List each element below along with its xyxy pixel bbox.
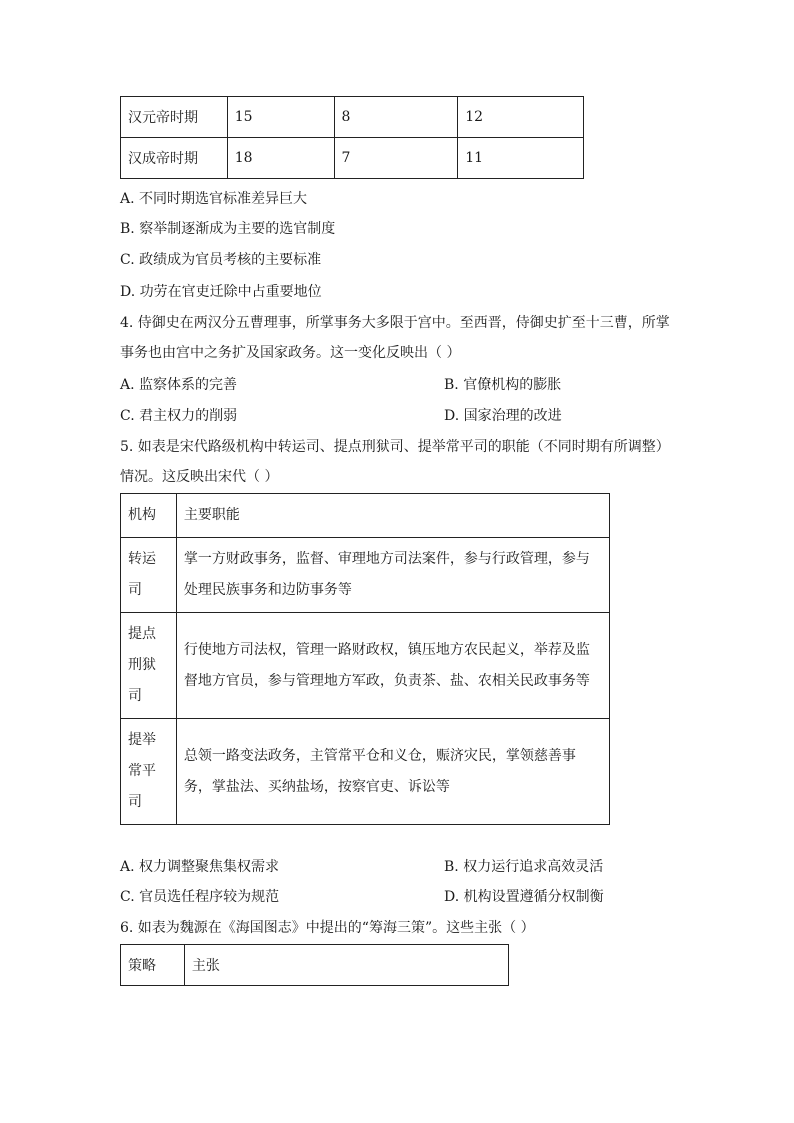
cell-line: 处理民族事务和边防事务等 — [183, 582, 352, 598]
cell-line: 行使地方司法权，管理一路财政权，镇压地方农民起义，举荐及监 — [183, 641, 590, 658]
header-cell: 策略 — [121, 945, 185, 986]
cell-line: 司 — [128, 582, 142, 598]
q4-stem-line2: 事务也由宫中之务扩及国家政务。这一变化反映出（ ） — [120, 345, 461, 361]
header-cell: 主张 — [184, 945, 508, 986]
q4-stem-line1: 4. 侍御史在两汉分五曹理事，所掌事务大多限于宫中。至西晋，侍御史扩至十三曹，所掌 — [120, 315, 670, 331]
table-row — [121, 97, 584, 138]
q5-option-b: B. 权力运行追求高效灵活 — [444, 859, 604, 875]
q4-option-d: D. 国家治理的改进 — [444, 408, 562, 424]
table-cell: 11 — [458, 138, 584, 179]
cell-line: 督地方官员，参与管理地方军政，负责茶、盐、农相关民政事务等 — [183, 672, 590, 689]
header-cell: 主要职能 — [176, 494, 609, 538]
table-cell: 12 — [458, 97, 584, 138]
q4-option-c: C. 君主权力的削弱 — [120, 408, 238, 424]
table-row — [121, 613, 610, 719]
table-cell: 汉元帝时期 — [121, 97, 228, 138]
table-cell — [121, 719, 177, 825]
cell-line: 司 — [128, 688, 142, 704]
table-header-row — [121, 494, 610, 538]
q3-option-d: D. 功劳在官吏迁除中占重要地位 — [120, 284, 322, 300]
q5-option-a: A. 权力调整聚焦集权需求 — [120, 859, 280, 875]
cell-line: 提点 — [128, 626, 156, 642]
table-cell — [121, 613, 177, 719]
q3-option-c: C. 政绩成为官员考核的主要标准 — [120, 252, 322, 268]
cell-line: 总领一路变法政务，主管常平仓和义仓，赈济灾民，掌领慈善事 — [183, 747, 576, 764]
table-cell: 汉成帝时期 — [121, 138, 228, 179]
table-cell: 15 — [227, 97, 334, 138]
q4-option-b: B. 官僚机构的膨胀 — [444, 377, 562, 393]
cell-line: 务，掌盐法、买纳盐场，按察官吏、诉讼等 — [183, 778, 450, 795]
table-cell — [176, 719, 609, 825]
officials-table — [120, 96, 584, 179]
q3-option-a: A. 不同时期选官标准差异巨大 — [120, 191, 308, 207]
cell-line: 刑狱 — [128, 657, 156, 673]
table-cell: 7 — [334, 138, 458, 179]
q6-stem-line1: 6. 如表为魏源在《海国图志》中提出的“筹海三策”。这些主张（ ） — [120, 920, 535, 936]
q5-stem-line1: 5. 如表是宋代路级机构中转运司、提点刑狱司、提举常平司的职能（不同时期有所调整） — [120, 439, 670, 455]
table-row — [121, 719, 610, 825]
table-cell — [176, 613, 609, 719]
table-cell: 18 — [227, 138, 334, 179]
table-cell: 8 — [334, 97, 458, 138]
cell-line: 提举 — [128, 732, 156, 748]
cell-line: 常平 — [128, 763, 156, 779]
strategies-table — [120, 944, 509, 986]
table-row — [121, 138, 584, 179]
cell-line: 转运 — [128, 551, 156, 567]
table-row — [121, 538, 610, 613]
cell-line: 司 — [128, 794, 142, 810]
q5-option-c: C. 官员选任程序较为规范 — [120, 889, 280, 905]
q4-option-a: A. 监察体系的完善 — [120, 377, 238, 393]
q3-option-b: B. 察举制逐渐成为主要的选官制度 — [120, 221, 336, 237]
header-cell: 机构 — [121, 494, 177, 538]
table-cell — [176, 538, 609, 613]
song-institutions-table — [120, 493, 610, 825]
cell-line: 掌一方财政事务，监督、审理地方司法案件，参与行政管理，参与 — [183, 551, 590, 567]
table-cell — [121, 538, 177, 613]
q5-stem-line2: 情况。这反映出宋代（ ） — [120, 469, 279, 485]
table-header-row — [121, 945, 509, 986]
q5-option-d: D. 机构设置遵循分权制衡 — [444, 889, 604, 905]
